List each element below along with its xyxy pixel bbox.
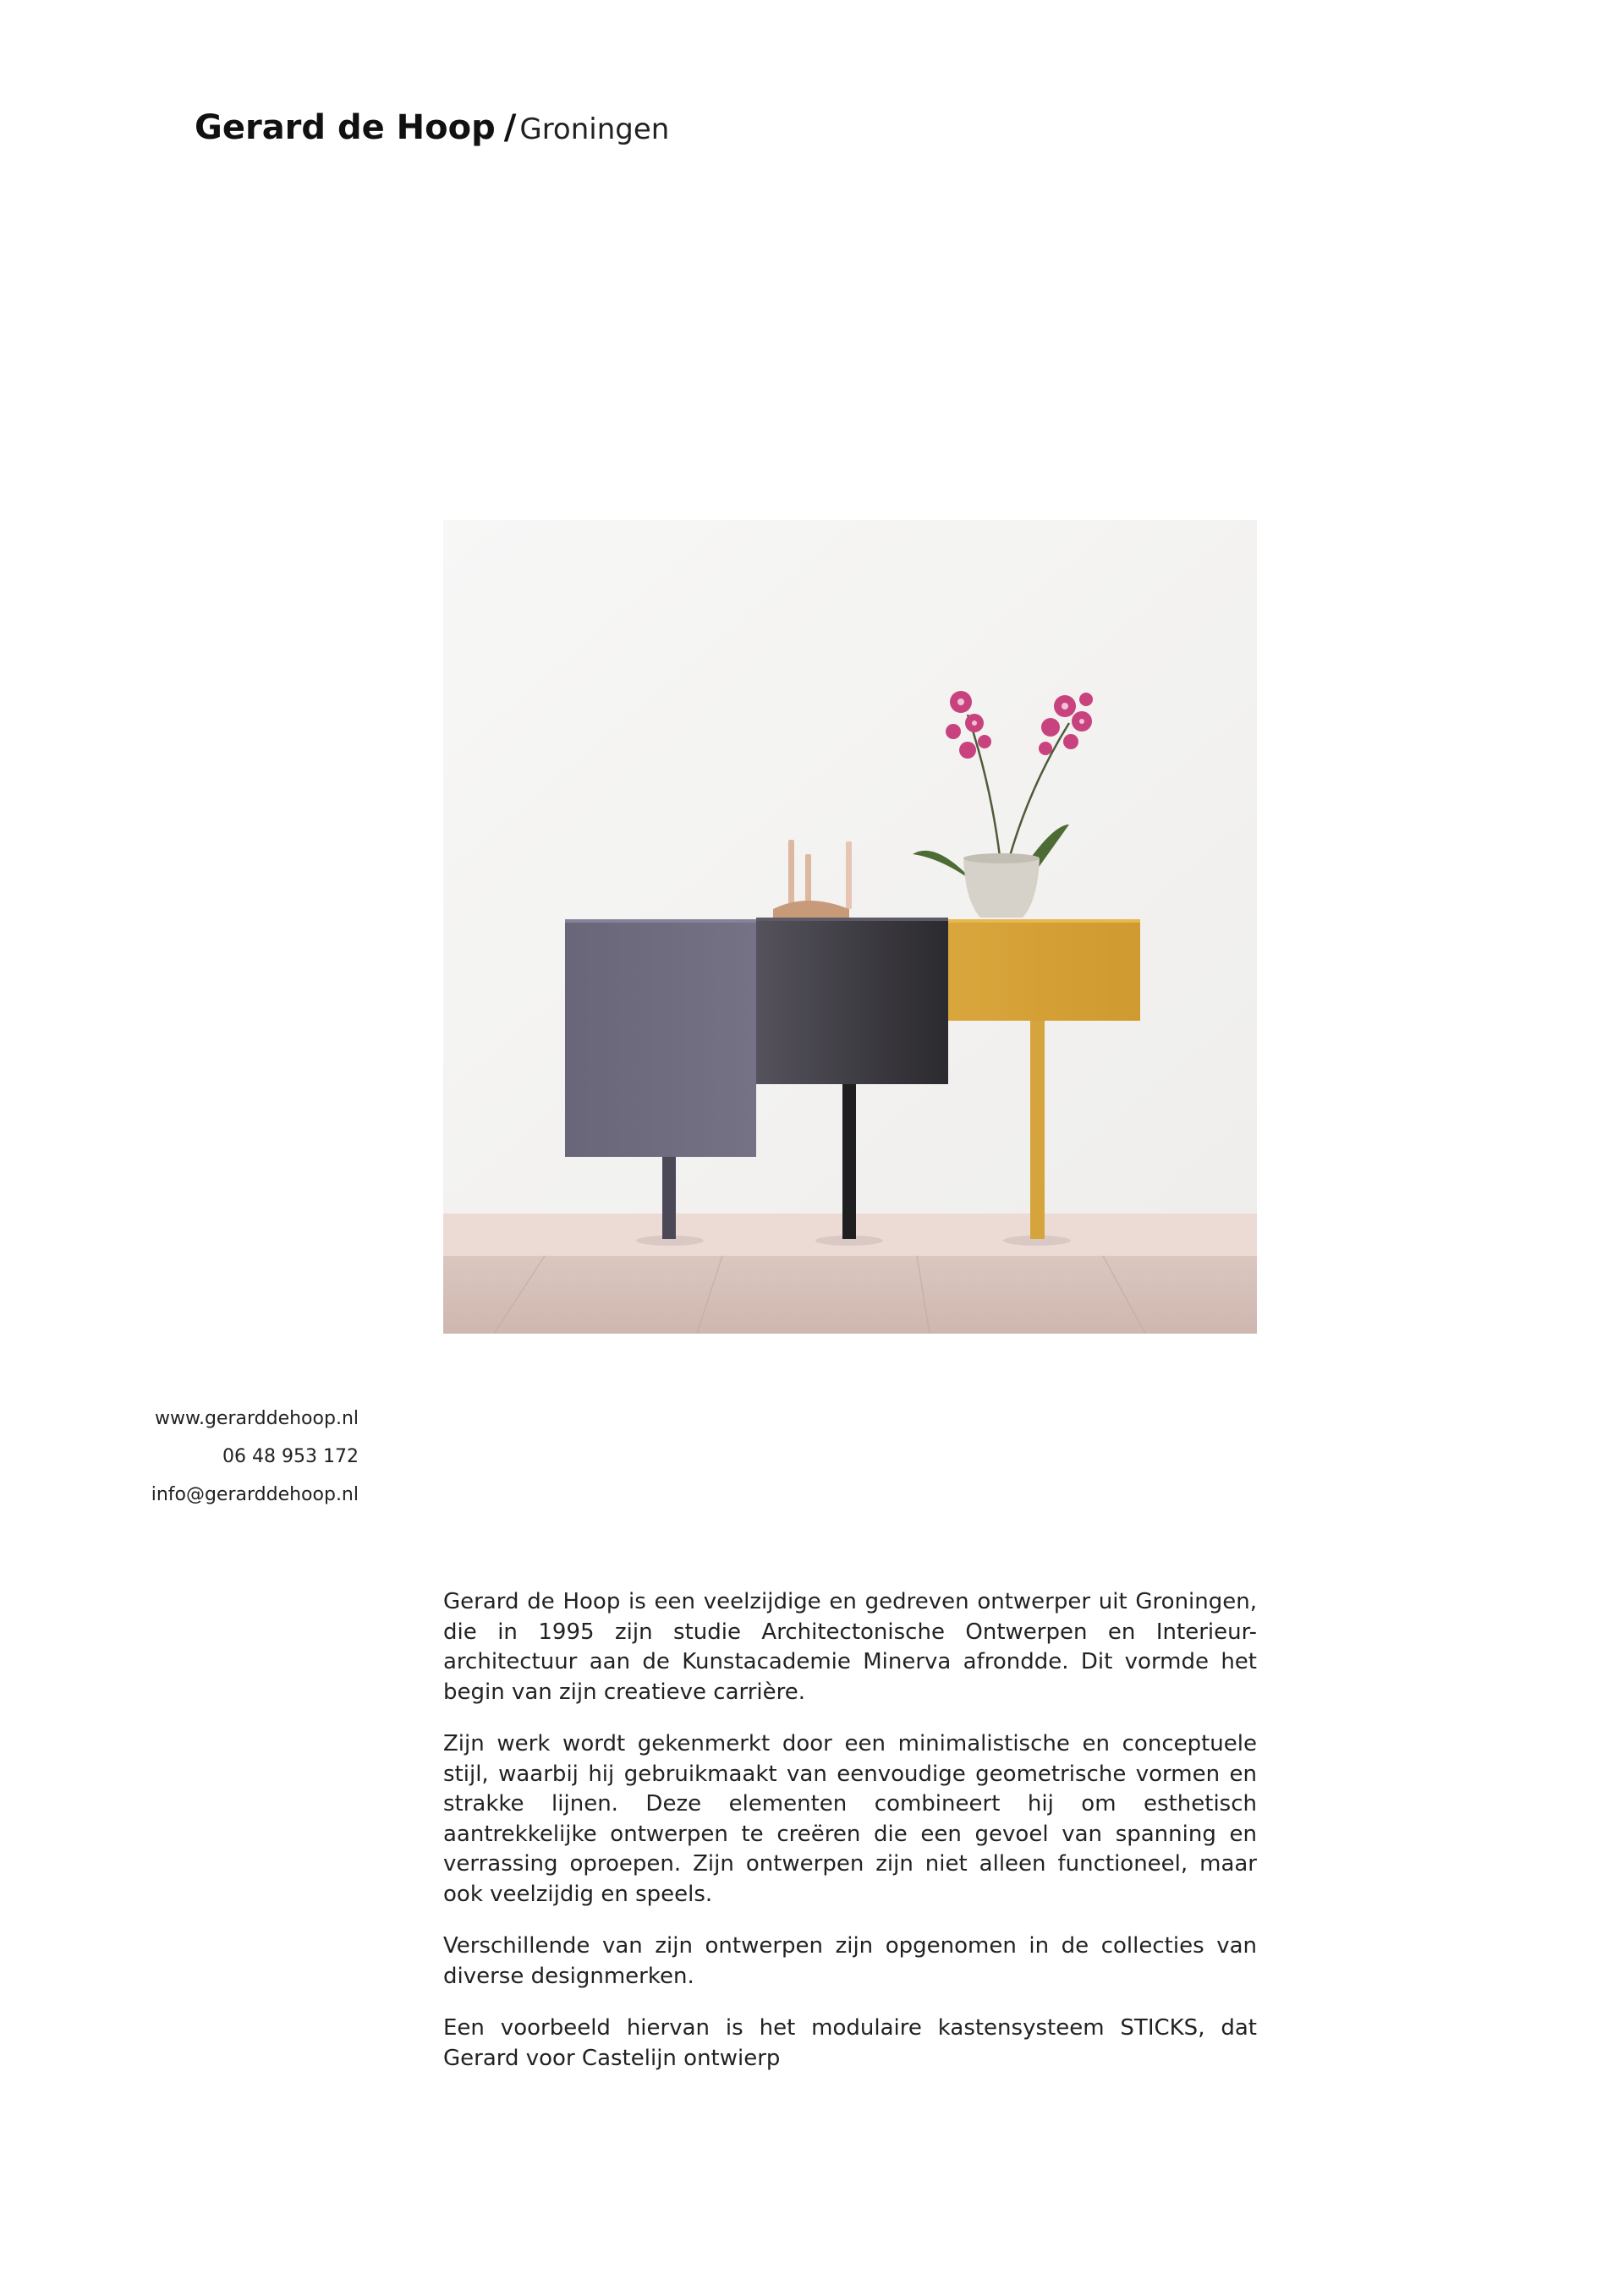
- leg-yellow: [1030, 1021, 1045, 1239]
- flower-pot: [963, 858, 1040, 918]
- leg-dark: [842, 1084, 856, 1239]
- website-link[interactable]: www.gerarddehoop.nl: [155, 1408, 359, 1429]
- floor: [443, 1256, 1257, 1334]
- bio-paragraph: Gerard de Hoop is een veelzijdige en gedreven ontwerper uit Groningen, die in 1995 zijn studie Architectonische Ontwerpen en Interieur-architectuur aan de Kunstacademie Minerva afrondde. Dit vormde het begin van zijn creatieve carrière.: [443, 1589, 1257, 1705]
- contact-block: [127, 1400, 359, 1514]
- dark-cabinet: [756, 918, 948, 1084]
- lavender-cabinet: [565, 919, 756, 1157]
- bio-paragraph: Een voorbeeld hiervan is het modulaire kastensysteem STICKS, dat Gerard voor Castelijn ontwierp: [443, 2015, 1257, 2071]
- phone-number: 06 48 953 172: [222, 1446, 359, 1467]
- bio-text: [443, 1587, 1257, 2096]
- product-photo: [443, 520, 1257, 1334]
- yellow-cabinet: [948, 919, 1140, 1021]
- page-title: [195, 108, 669, 147]
- email-link[interactable]: info@gerarddehoop.nl: [151, 1484, 359, 1505]
- designer-name: Gerard de Hoop: [195, 108, 496, 147]
- designer-city: Groningen: [519, 112, 670, 146]
- title-separator: /: [503, 108, 517, 147]
- leg-lavender: [662, 1157, 676, 1239]
- candle: [788, 840, 794, 909]
- bio-paragraph: Verschillende van zijn ontwerpen zijn opgenomen in de collecties van diverse designmerken.: [443, 1933, 1257, 1989]
- bio-paragraph: Zijn werk wordt gekenmerkt door een minimalistische en conceptuele stijl, waarbij hij gebruikmaakt van eenvoudige geometrische vormen en strakke lijnen. Deze elementen combineert hij om esthetisch aantrekkelijke ontwerpen te creëren die een gevoel van spanning en verrassing oproepen. Zijn ontwerpen zijn niet alleen functioneel, maar ook veelzijdig en speels.: [443, 1731, 1257, 1907]
